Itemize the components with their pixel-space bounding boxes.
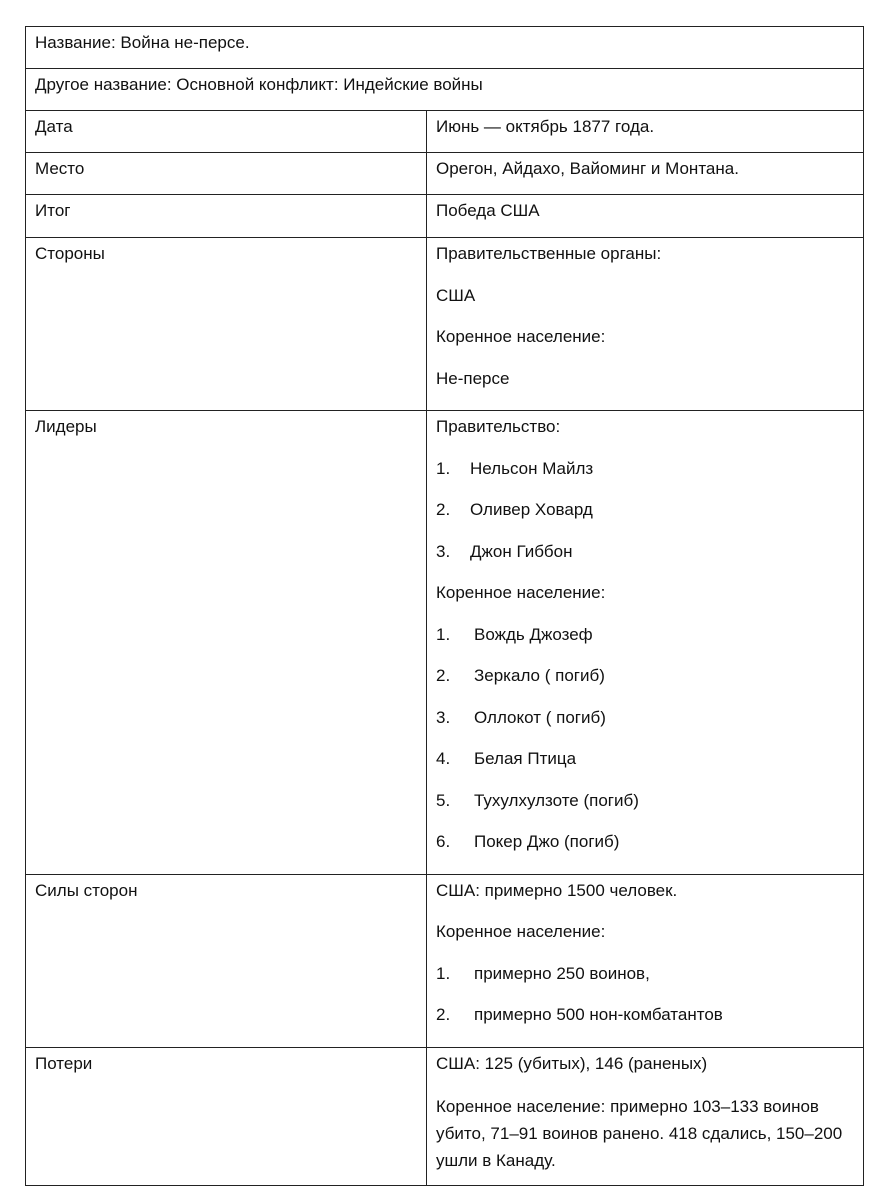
list-number: 4. bbox=[436, 749, 451, 768]
list-number: 2. bbox=[436, 1005, 451, 1024]
leaders-label: Лидеры bbox=[26, 411, 427, 875]
leaders-value bbox=[427, 411, 864, 875]
list-number: 5. bbox=[436, 790, 451, 810]
list-text: Нельсон Майлз bbox=[470, 458, 594, 478]
sides-label: Стороны bbox=[26, 238, 427, 411]
list-item bbox=[436, 542, 854, 584]
losses-label: Потери bbox=[26, 1047, 427, 1185]
result-value: Победа США bbox=[427, 195, 864, 238]
place-label: Место bbox=[26, 153, 427, 195]
list-number: 1. bbox=[436, 963, 451, 983]
leaders-gov-heading: Правительство: bbox=[436, 417, 561, 436]
list-text: Оллокот ( погиб) bbox=[474, 707, 606, 727]
list-text: Вождь Джозеф bbox=[474, 624, 593, 644]
sides-line: Правительственные органы: bbox=[436, 244, 662, 263]
losses-value bbox=[427, 1047, 864, 1185]
list-item bbox=[436, 666, 854, 708]
date-label: Дата bbox=[26, 111, 427, 153]
forces-label: Силы сторон bbox=[26, 874, 427, 1047]
title-row bbox=[26, 27, 864, 69]
list-number: 6. bbox=[436, 832, 451, 851]
list-text: Джон Гиббон bbox=[470, 541, 573, 561]
result-row bbox=[26, 195, 864, 238]
sides-value bbox=[427, 238, 864, 411]
losses-native: Коренное население: примерно 103–133 воинов убито, 71–91 воинов ранено. 418 сдались, 150–200 ушли в Канаду. bbox=[436, 1097, 843, 1170]
list-item bbox=[436, 791, 854, 833]
place-row bbox=[26, 153, 864, 195]
leaders-row bbox=[26, 411, 864, 875]
list-item bbox=[436, 625, 854, 667]
losses-usa: США: 125 (убитых), 146 (раненых) bbox=[436, 1053, 708, 1073]
list-number: 2. bbox=[436, 666, 451, 685]
forces-usa: США: примерно 1500 человек. bbox=[436, 880, 678, 900]
list-item bbox=[436, 749, 854, 791]
list-number: 3. bbox=[436, 541, 451, 561]
title-cell: Название: Война не-персе. bbox=[26, 27, 864, 69]
list-number: 3. bbox=[436, 707, 451, 727]
forces-native-heading: Коренное население: bbox=[436, 922, 606, 941]
losses-row bbox=[26, 1047, 864, 1185]
list-number: 1. bbox=[436, 458, 451, 478]
list-item bbox=[436, 832, 854, 874]
other-name-cell: Другое название: Основной конфликт: Индейские войны bbox=[26, 69, 864, 111]
date-value: Июнь — октябрь 1877 года. bbox=[427, 111, 864, 153]
leaders-native-heading: Коренное население: bbox=[436, 583, 606, 602]
list-text: примерно 500 нон-комбатантов bbox=[474, 1005, 723, 1024]
list-number: 1. bbox=[436, 624, 451, 644]
list-text: Тухулхулзоте (погиб) bbox=[474, 790, 639, 810]
list-item bbox=[436, 500, 854, 542]
place-value: Орегон, Айдахо, Вайоминг и Монтана. bbox=[427, 153, 864, 195]
sides-line: США bbox=[436, 285, 476, 305]
list-item bbox=[436, 1005, 854, 1047]
result-label: Итог bbox=[26, 195, 427, 238]
info-table bbox=[25, 26, 864, 1186]
list-number: 2. bbox=[436, 500, 451, 519]
date-row bbox=[26, 111, 864, 153]
sides-row bbox=[26, 238, 864, 411]
sides-line: Коренное население: bbox=[436, 327, 606, 346]
sides-line: Не-персе bbox=[436, 368, 510, 388]
list-item bbox=[436, 964, 854, 1006]
list-text: Покер Джо (погиб) bbox=[474, 832, 620, 851]
list-text: Оливер Ховард bbox=[470, 500, 593, 519]
list-item bbox=[436, 708, 854, 750]
forces-value bbox=[427, 874, 864, 1047]
list-text: Зеркало ( погиб) bbox=[474, 666, 605, 685]
other-name-row bbox=[26, 69, 864, 111]
list-text: примерно 250 воинов, bbox=[474, 963, 650, 983]
list-item bbox=[436, 459, 854, 501]
list-text: Белая Птица bbox=[474, 749, 577, 768]
forces-row bbox=[26, 874, 864, 1047]
